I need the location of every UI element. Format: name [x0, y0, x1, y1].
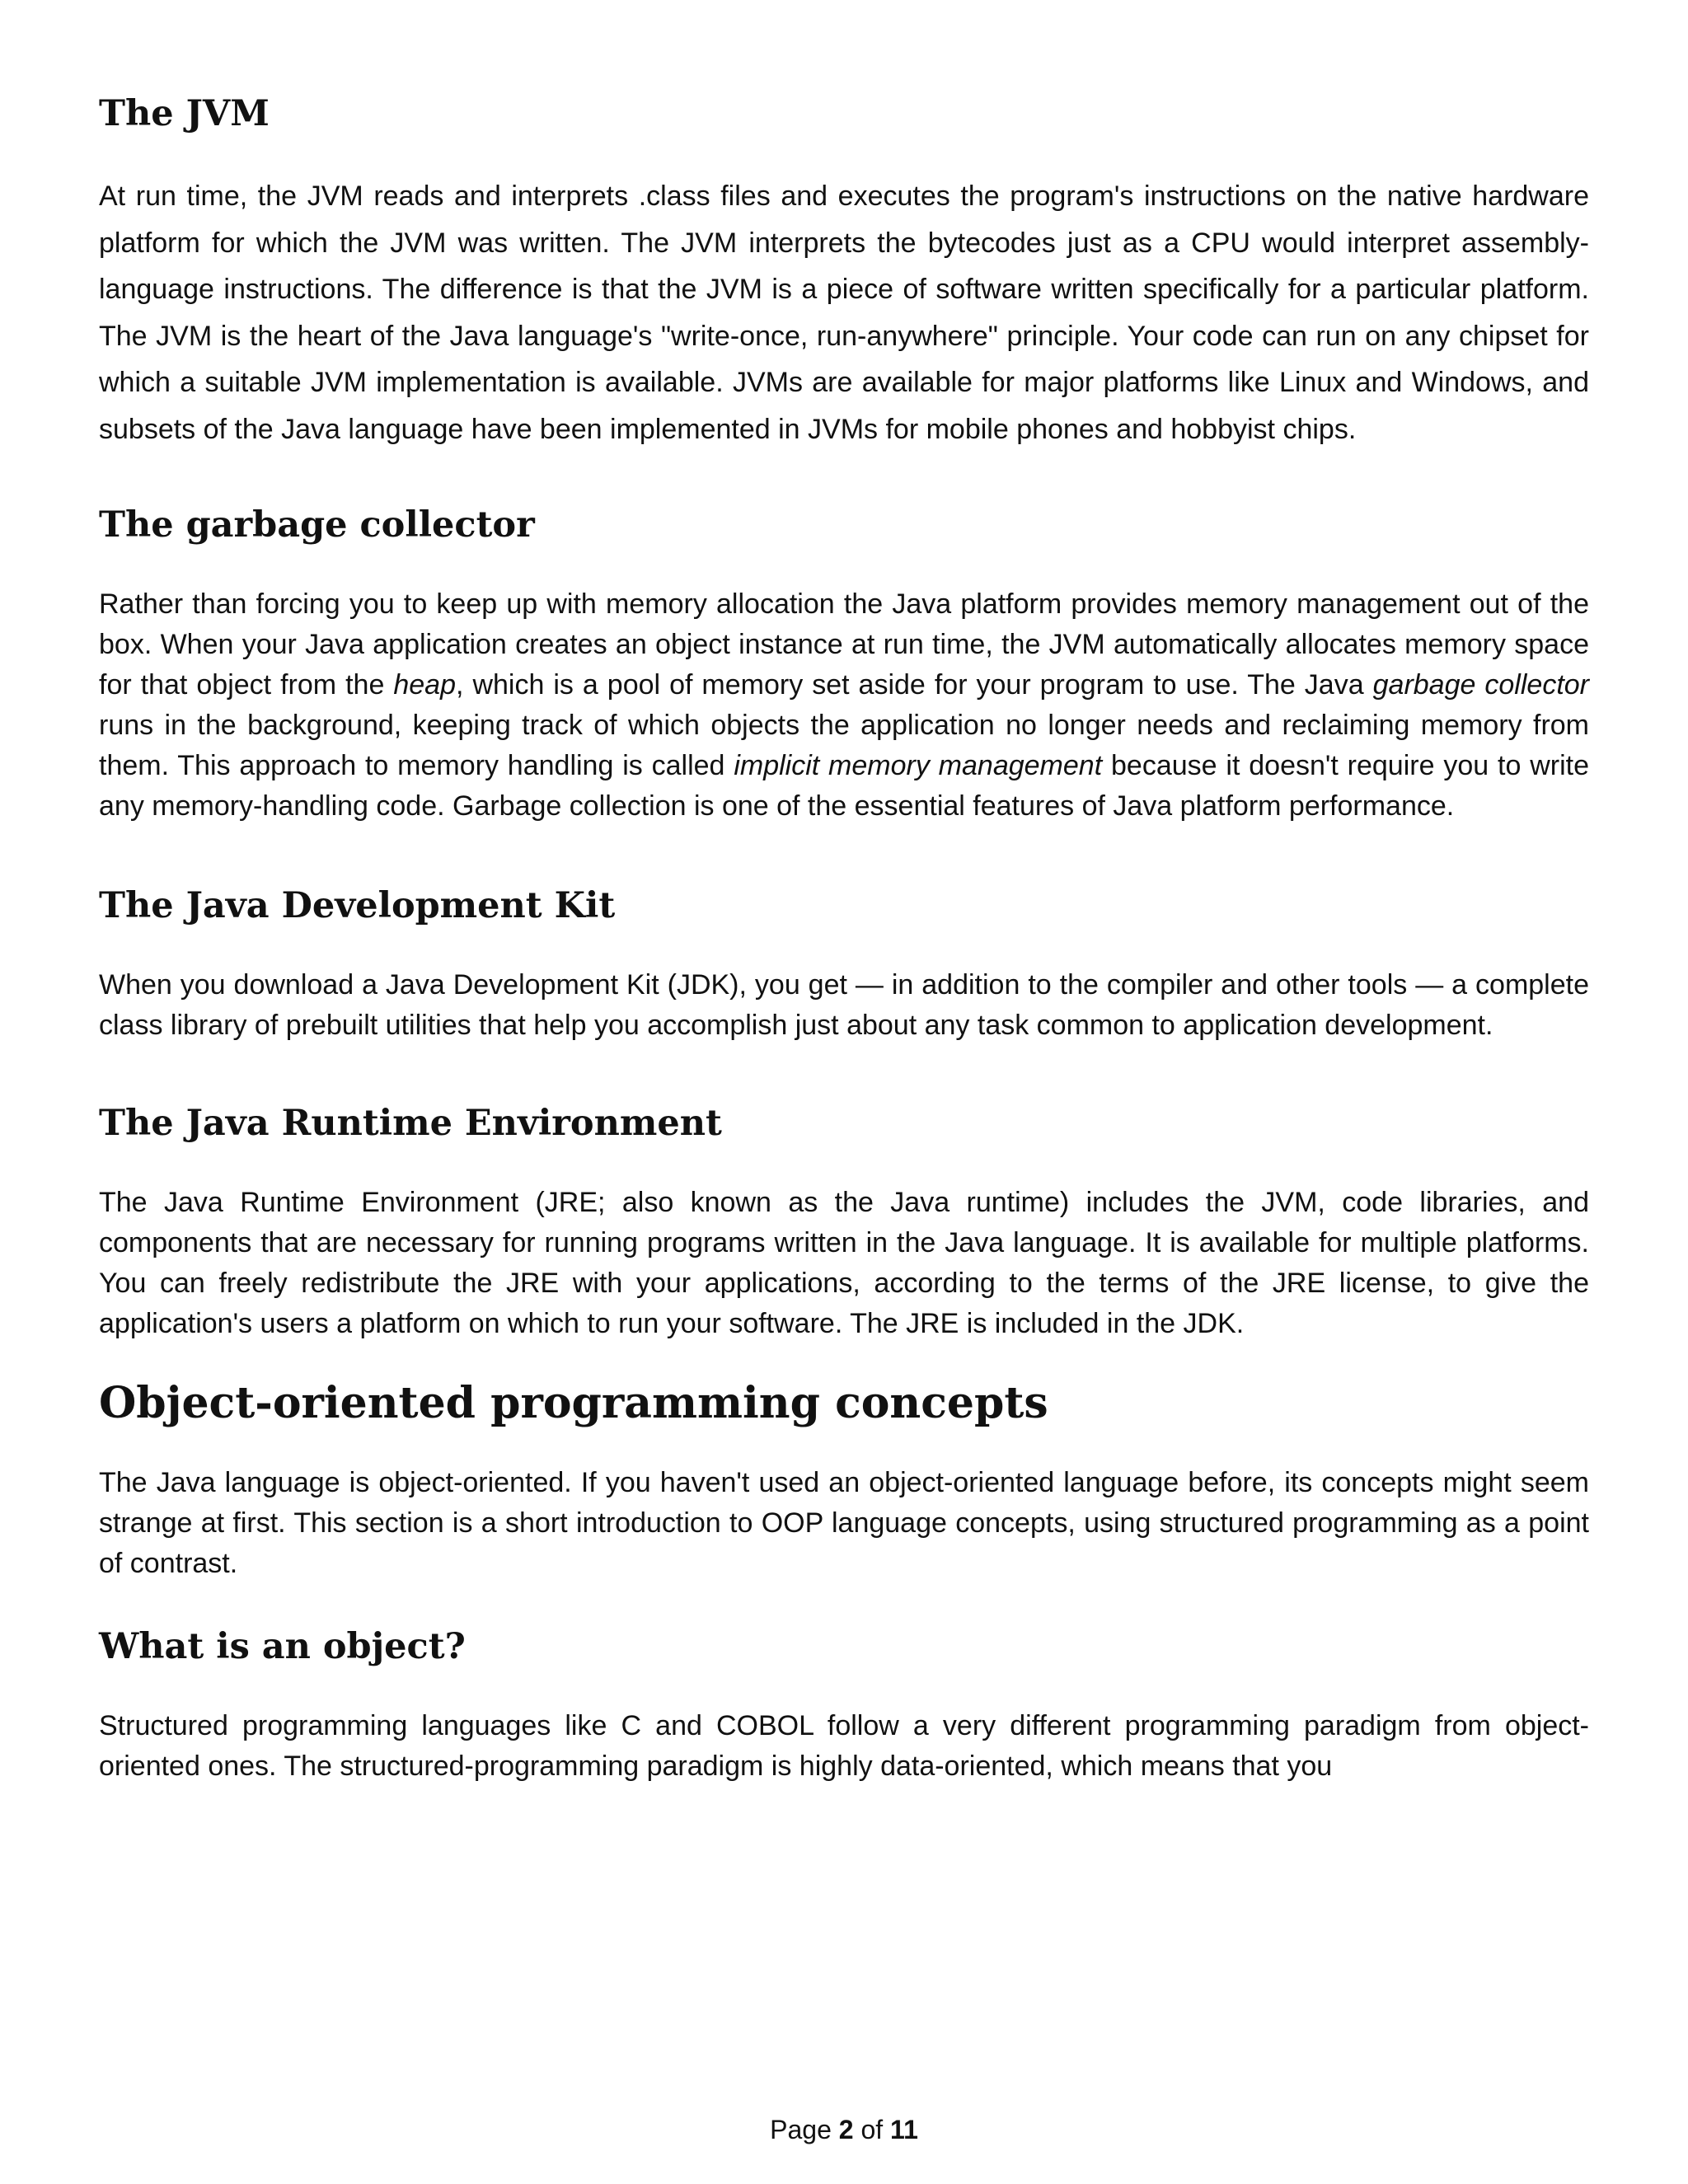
emphasis-garbage-collector: garbage collector — [1372, 669, 1589, 701]
text-run: runs in the background, keeping track of which objects the application no longer needs and reclaiming memory from them. This approach to memory handling is called — [99, 710, 1589, 781]
heading-java-development-kit: The Java Development Kit — [99, 885, 616, 926]
paragraph-java-runtime-environment: The Java Runtime Environment (JRE; also known as the Java runtime) includes the JVM, code libraries, and components that are necessary for running programs written in the Java language. It is available for multiple platforms. You can freely redistribute the JRE with your applications, according to the terms of the JRE license, to give the application's users a platform on which to run your software. The JRE is included in the JDK. — [99, 1187, 1589, 1339]
paragraph-the-jvm: At run time, the JVM reads and interprets .class files and executes the program's instructions on the native hardware platform for which the JVM was written. The JVM interprets the bytecodes just as a CPU would interpret assembly-language instructions. The difference is that the JVM is a piece of software written specifically for a particular platform. The JVM is the heart of the Java language's "write-once, run-anywhere" principle. Your code can run on any chipset for which a suitable JVM implementation is available. JVMs are available for major platforms like Linux and Windows, and subsets of the Java language have been implemented in JVMs for mobile phones and hobbyist chips. — [99, 180, 1589, 445]
page-label: Page — [770, 2115, 832, 2144]
document-body — [99, 91, 1589, 1787]
paragraph-what-is-an-object: Structured programming languages like C and COBOL follow a very different programming paradigm from object-oriented ones. The structured-programming paradigm is highly data-oriented, which means that you — [99, 1710, 1589, 1782]
text-run: Rather than forcing you to keep up with memory allocation the Java platform provides memory management out of the box. When your Java application creates an object instance at run time, the JVM automatically allocates memory space for that object from the — [99, 588, 1589, 701]
emphasis-implicit-memory-management: implicit memory management — [734, 750, 1103, 781]
emphasis-heap: heap — [393, 669, 456, 701]
paragraph-oop-concepts: The Java language is object-oriented. If you haven't used an object-oriented language before, its concepts might seem strange at first. This section is a short introduction to OOP language concepts, using structured programming as a point of contrast. — [99, 1467, 1589, 1579]
page-total: 11 — [890, 2115, 918, 2144]
heading-the-jvm: The JVM — [99, 93, 270, 134]
heading-what-is-an-object: What is an object? — [99, 1626, 466, 1667]
heading-garbage-collector: The garbage collector — [99, 504, 535, 546]
text-run: , which is a pool of memory set aside for your program to use. The Java — [456, 669, 1373, 701]
text-run: because it doesn't require you to write any memory-handling code. Garbage collection is one of the essential features of Java platform performance. — [99, 750, 1590, 822]
paragraph-garbage-collector — [99, 584, 1589, 827]
of-label: of — [860, 2115, 884, 2144]
paragraph-java-development-kit: When you download a Java Development Kit (JDK), you get — in addition to the compiler and other tools — a complete class library of prebuilt utilities that help you accomplish just about any task common to application development. — [99, 969, 1589, 1041]
heading-java-runtime-environment: The Java Runtime Environment — [99, 1103, 722, 1144]
page-current: 2 — [838, 2115, 854, 2144]
page-footer — [0, 2115, 1688, 2145]
heading-oop-concepts: Object-oriented programming concepts — [99, 1378, 1048, 1428]
